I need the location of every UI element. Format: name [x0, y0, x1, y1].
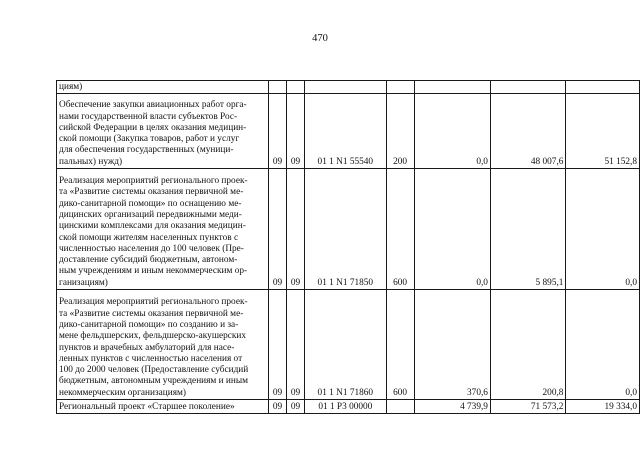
target-item-cell	[304, 81, 386, 94]
expense-type-cell: 200	[386, 94, 414, 169]
amount-1-cell: 0,0	[414, 94, 490, 169]
section-cell: 09	[269, 400, 287, 414]
description-line: Обеспечение закупки авиационных работ орга-	[59, 100, 247, 111]
amount-2-cell: 71 573,2	[490, 400, 565, 414]
description-line: для обеспечения государственных (муници-	[59, 145, 234, 156]
amount-1-cell: 0,0	[414, 169, 490, 290]
description-line: ской помощи (Закупка товаров, работ и услуг	[59, 134, 240, 145]
table-body	[57, 81, 640, 414]
subsection-cell	[287, 81, 305, 94]
amount-3-cell: 19 334,0	[566, 400, 640, 414]
subsection-cell: 09	[287, 400, 305, 414]
description-cell	[57, 400, 269, 414]
subsection-cell: 09	[287, 94, 305, 169]
table-row	[57, 94, 640, 169]
subsection-cell: 09	[287, 290, 305, 400]
budget-table	[56, 80, 640, 414]
description-line: циям)	[59, 81, 83, 92]
table-row	[57, 169, 640, 290]
description-line: нами государственной власти субъектов Рос-	[59, 111, 238, 122]
description-line: пальных) нужд)	[59, 156, 123, 167]
expense-type-cell	[386, 81, 414, 94]
amount-1-cell: 370,6	[414, 290, 490, 400]
amount-3-cell: 0,0	[566, 290, 640, 400]
description-cell	[57, 81, 269, 94]
table-row	[57, 290, 640, 400]
section-cell	[269, 81, 287, 94]
description-line: численностью населения до 100 человек (Пре-	[59, 243, 244, 254]
description-line: цинскими комплексами для оказания медицин-	[59, 221, 246, 232]
section-cell: 09	[269, 169, 287, 290]
section-cell: 09	[269, 290, 287, 400]
amount-2-cell	[490, 81, 565, 94]
amount-2-cell: 5 895,1	[490, 169, 565, 290]
target-item-cell: 01 1 N1 55540	[304, 94, 386, 169]
section-cell: 09	[269, 94, 287, 169]
page-number: 470	[312, 33, 328, 44]
amount-3-cell: 51 152,8	[566, 94, 640, 169]
table-row	[57, 400, 640, 414]
description-line: Реализация мероприятий регионального проек-	[59, 176, 248, 187]
amount-1-cell: 4 739,9	[414, 400, 490, 414]
description-line: дико-санитарной помощи» по созданию и за-	[59, 319, 239, 330]
table-row	[57, 81, 640, 94]
description-line: 100 до 2000 человек (Предоставление субсидий	[59, 365, 249, 376]
amount-2-cell: 48 007,6	[490, 94, 565, 169]
description-line: бюджетным, автономным учреждениям и иным	[59, 376, 249, 387]
target-item-cell: 01 1 N1 71860	[304, 290, 386, 400]
description-line: дико-санитарной помощи» по оснащению ме-	[59, 198, 242, 209]
description-line: та «Развитие системы оказания первичной ме-	[59, 187, 244, 198]
description-cell	[57, 290, 269, 400]
amount-3-cell: 0,0	[566, 169, 640, 290]
description-line: сийской Федерации в целях оказания медицин-	[59, 122, 247, 133]
description-line: некоммерческим организациям)	[59, 387, 186, 398]
description-line: Реализация мероприятий регионального проек-	[59, 297, 248, 308]
expense-type-cell: 600	[386, 290, 414, 400]
description-line: та «Развитие системы оказания первичной ме-	[59, 308, 244, 319]
description-cell	[57, 169, 269, 290]
description-line: доставление субсидий бюджетным, автоном-	[59, 255, 238, 266]
description-line: ленных пунктов с численностью населения от	[59, 353, 243, 364]
description-line: пунктов и врачебных амбулаторий для насе-	[59, 342, 235, 353]
description-line: мене фельдшерских, фельдшерско-акушерских	[59, 331, 247, 342]
amount-2-cell: 200,8	[490, 290, 565, 400]
subsection-cell: 09	[287, 169, 305, 290]
target-item-cell: 01 1 N1 71850	[304, 169, 386, 290]
description-cell	[57, 94, 269, 169]
description-line: ганизациям)	[59, 277, 108, 288]
amount-3-cell	[566, 81, 640, 94]
description-line: Региональный проект «Старшее поколение»	[59, 401, 235, 412]
expense-type-cell	[386, 400, 414, 414]
expense-type-cell: 600	[386, 169, 414, 290]
description-line: ской помощи жителям населенных пунктов с	[59, 232, 239, 243]
description-line: ным учреждениям и иным некоммерческим ор-	[59, 266, 248, 277]
description-line: дицинских организаций передвижными меди-	[59, 209, 242, 220]
target-item-cell: 01 1 P3 00000	[304, 400, 386, 414]
amount-1-cell	[414, 81, 490, 94]
